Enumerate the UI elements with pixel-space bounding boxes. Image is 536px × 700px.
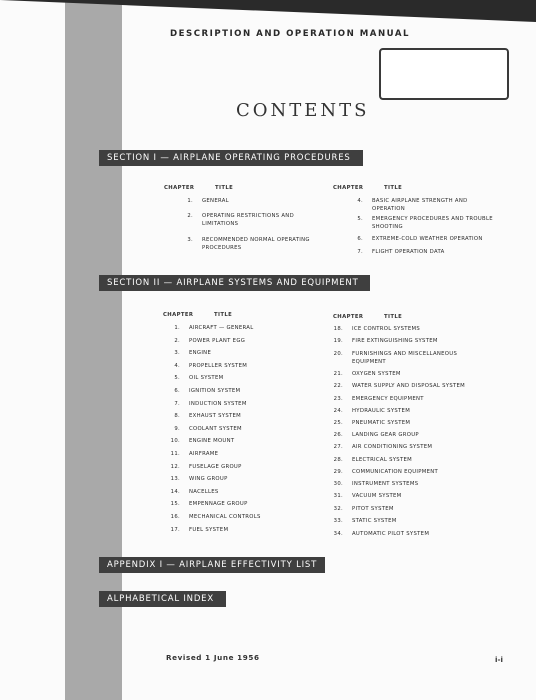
chapter-title: EXHAUST SYSTEM [189,413,242,420]
section2-heading[interactable]: SECTION II — AIRPLANE SYSTEMS AND EQUIPMENT [99,275,370,291]
chapter-title: AIRCRAFT — GENERAL [189,325,254,331]
chapter-number: 23. [333,396,343,402]
chapter-number: 17. [170,526,180,533]
chapter-number: 1. [174,325,180,331]
chapter-title: BASIC AIRPLANE STRENGTH AND OPERATION [372,198,468,212]
chapter-number: 4. [174,362,180,369]
chapter-title: COMMUNICATION EQUIPMENT [352,469,439,475]
chapter-title: FLIGHT OPERATION DATA [372,249,445,255]
chapter-title: WATER SUPPLY AND DISPOSAL SYSTEM [352,383,466,389]
page-corner-edge [0,0,536,26]
chapter-number: 4. [357,198,363,204]
chapter-title: IGNITION SYSTEM [189,388,241,394]
section2-title-label-right: TITLE [384,314,403,320]
chapter-number: 27. [333,444,343,450]
chapter-number: 5. [174,375,180,382]
chapter-number: 7. [357,249,363,255]
chapter-title: PITOT SYSTEM [352,506,394,512]
chapter-title: AIR CONDITIONING SYSTEM [352,444,433,450]
chapter-number: 29. [333,469,343,475]
chapter-title: ICE CONTROL SYSTEMS [352,326,421,332]
chapter-number: 34. [333,531,343,537]
chapter-title: EMERGENCY PROCEDURES AND TROUBLE SHOOTING [372,216,493,230]
chapter-number: 8. [174,413,180,420]
chapter-title: ENGINE [189,350,212,357]
chapter-title: NACELLES [189,488,219,495]
chapter-title: GENERAL [202,198,229,204]
chapter-number: 20. [333,351,343,357]
chapter-title: PNEUMATIC SYSTEM [352,420,411,426]
section2-chapter-label-right: CHAPTER [333,314,364,320]
chapter-title: ENGINE MOUNT [189,438,235,445]
chapter-number: 5. [357,216,363,222]
chapter-title: POWER PLANT EGG [189,337,246,344]
chapter-number: 25. [333,420,343,426]
chapter-title: OPERATING RESTRICTIONS AND LIMITATIONS [202,213,294,227]
manual-title: DESCRIPTION AND OPERATION MANUAL [170,29,410,39]
section2-chapter-label: CHAPTER [163,312,194,318]
chapter-number: 22. [333,383,343,389]
chapter-title: RECOMMENDED NORMAL OPERATING PROCEDURES [202,237,310,251]
chapter-number: 19. [333,338,343,344]
chapter-title: FUSELAGE GROUP [189,463,242,470]
chapter-number: 31. [333,493,343,499]
chapter-title: VACUUM SYSTEM [352,493,402,499]
index-heading[interactable]: ALPHABETICAL INDEX [99,591,226,607]
chapter-title: STATIC SYSTEM [352,518,397,524]
chapter-title: COOLANT SYSTEM [189,425,242,432]
chapter-number: 6. [357,236,363,242]
chapter-title: EMPENNAGE GROUP [189,501,248,508]
chapter-title: INSTRUMENT SYSTEMS [352,481,419,487]
chapter-title: MECHANICAL CONTROLS [189,514,261,520]
chapter-title: EMERGENCY EQUIPMENT [352,396,424,402]
chapter-title: FUEL SYSTEM [189,526,229,533]
chapter-number: 2. [174,337,180,344]
chapter-number: 24. [333,408,343,414]
chapter-title: HYDRAULIC SYSTEM [352,408,411,414]
chapter-title: FURNISHINGS AND MISCELLANEOUS EQUIPMENT [352,351,458,365]
chapter-title: WING GROUP [189,476,228,483]
section1-title-label: TITLE [215,185,234,191]
section1-title-label-right: TITLE [384,185,403,191]
chapter-title: LANDING GEAR GROUP [352,432,419,438]
chapter-number: 28. [333,457,343,463]
chapter-number: 18. [333,326,343,332]
section2-title-label: TITLE [214,312,233,318]
chapter-title: FIRE EXTINGUISHING SYSTEM [352,338,438,344]
chapter-number: 15. [170,501,180,508]
chapter-number: 1. [187,198,193,204]
chapter-title: INDUCTION SYSTEM [189,400,247,407]
chapter-title: AIRFRAME [189,451,219,457]
chapter-number: 3. [187,237,193,243]
chapter-number: 26. [333,432,343,438]
page-number: i-i [495,655,503,664]
chapter-number: 10. [170,438,180,445]
appendix-heading[interactable]: APPENDIX I — AIRPLANE EFFECTIVITY LIST [99,557,325,573]
chapter-number: 32. [333,506,343,512]
chapter-number: 30. [333,481,343,487]
chapter-title: ELECTRICAL SYSTEM [352,457,412,463]
chapter-number: 13. [170,476,180,483]
chapter-number: 7. [174,400,180,407]
chapter-number: 21. [333,371,343,377]
section1-chapter-label: CHAPTER [164,185,195,191]
chapter-number: 2. [187,213,193,219]
chapter-number: 11. [170,451,180,457]
chapter-number: 16. [170,514,180,520]
chapter-number: 33. [333,518,343,524]
chapter-number: 6. [174,388,180,394]
chapter-title: EXTREME-COLD WEATHER OPERATION [372,236,483,242]
chapter-number: 3. [174,350,180,357]
chapter-number: 14. [170,488,180,495]
section1-chapter-label-right: CHAPTER [333,185,364,191]
chapter-number: 9. [174,425,180,432]
chapter-number: 12. [170,463,180,470]
stamp-box [379,48,509,100]
chapter-title: OXYGEN SYSTEM [352,371,401,377]
revision-date: Revised 1 June 1956 [166,653,260,662]
chapter-title: OIL SYSTEM [189,375,224,382]
chapter-title: PROPELLER SYSTEM [189,362,248,369]
contents-title: CONTENTS [236,100,370,121]
section1-heading[interactable]: SECTION I — AIRPLANE OPERATING PROCEDURES [99,150,363,166]
chapter-title: AUTOMATIC PILOT SYSTEM [352,531,430,537]
